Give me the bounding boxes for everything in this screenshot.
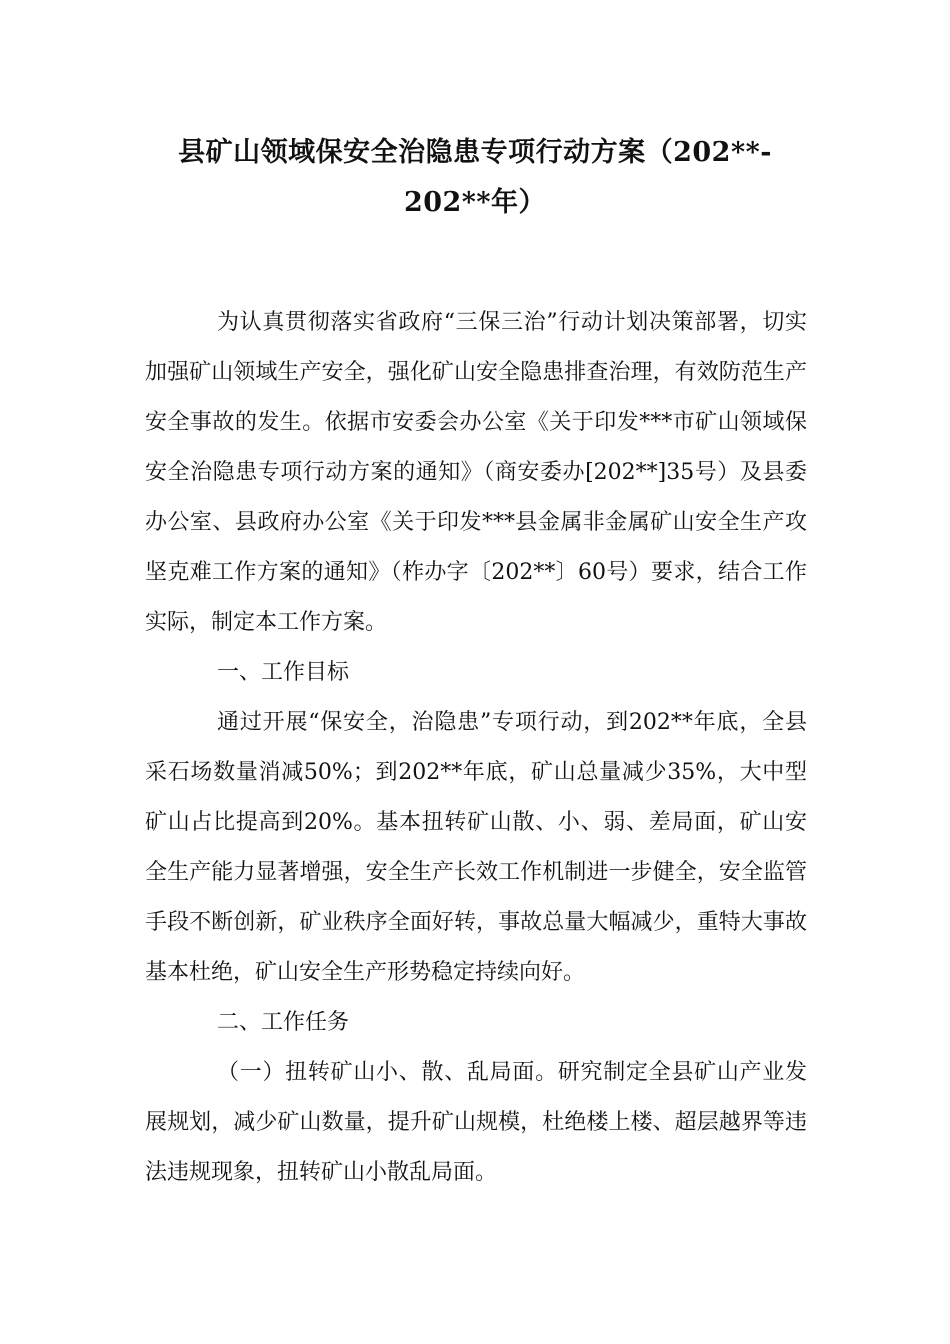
title-line-2: 202**年） [403, 187, 547, 218]
section-heading-tasks: 二、工作任务 [217, 1010, 350, 1035]
goals-paragraph: 通过开展“保安全，治隐患”专项行动，到202**年底，全县采石场数量消减50%；到202**年底，矿山总量减少35%，大中型矿山占比提高到20%。基本扭转矿山散、小、弱、差局面，矿山安全生产能力显著增强，安全生产长效工作机制进一步健全，安全监管手段不断创新，矿业秩序全面好转，事故总量大幅减少，重特大事故基本杜绝，矿山安全生产形势稳定持续向好。 [145, 710, 807, 985]
document-body [145, 298, 807, 1198]
document-title [120, 128, 830, 228]
intro-paragraph: 为认真贯彻落实省政府“三保三治”行动计划决策部署，切实加强矿山领域生产安全，强化矿山安全隐患排查治理，有效防范生产安全事故的发生。依据市安委会办公室《关于印发***市矿山领域保安全治隐患专项行动方案的通知》（商安委办[202**]35号）及县委办公室、县政府办公室《关于印发***县金属非金属矿山安全生产攻坚克难工作方案的通知》（柞办字〔202**〕60号）要求，结合工作实际，制定本工作方案。 [145, 310, 807, 635]
section-heading-goals: 一、工作目标 [217, 660, 350, 685]
title-line-1: 县矿山领域保安全治隐患专项行动方案（202**- [178, 137, 772, 168]
task-1-paragraph: （一）扭转矿山小、散、乱局面。研究制定全县矿山产业发展规划，减少矿山数量，提升矿山规模，杜绝楼上楼、超层越界等违法违规现象，扭转矿山小散乱局面。 [145, 1060, 807, 1185]
